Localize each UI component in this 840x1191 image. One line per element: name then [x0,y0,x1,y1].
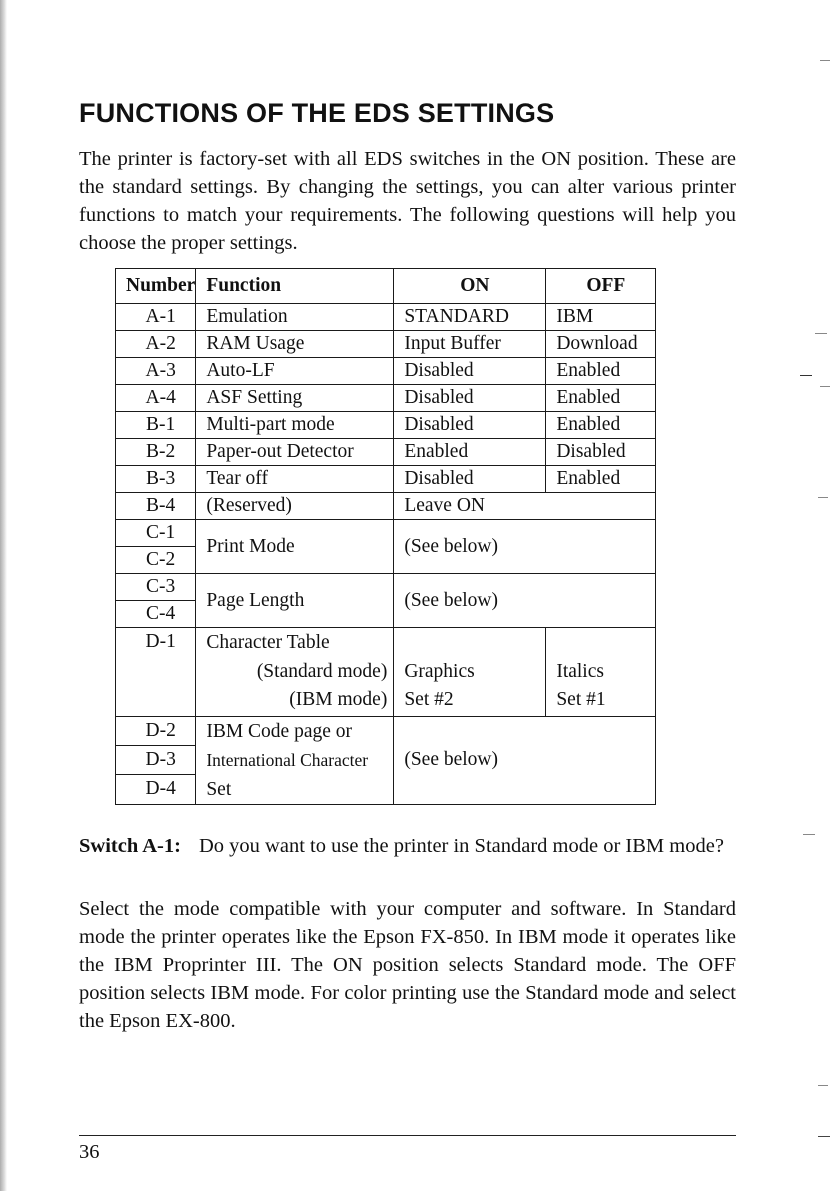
switch-question: Do you want to use the printer in Standard mode or IBM mode? [199,835,724,857]
character-table-cell [196,628,394,717]
switch-off-value: Enabled [546,466,656,493]
table-row-code-page [116,716,656,745]
switch-off-value: Enabled [546,358,656,385]
switch-function: Auto-LF [196,358,394,385]
scan-mark [818,1085,828,1086]
switch-off-value: Disabled [546,439,656,466]
switch-function-line: Set [206,778,232,800]
switch-function: Paper-out Detector [196,439,394,466]
switch-number: D-3 [116,745,196,774]
switch-on-value: Disabled [394,358,546,385]
header-off: OFF [546,269,656,304]
switch-function-line: International Character [206,749,369,770]
switch-number: D-1 [116,628,196,717]
switch-off-value: Enabled [546,412,656,439]
switch-number: B-2 [116,439,196,466]
scan-mark [820,60,830,61]
switch-number: A-4 [116,385,196,412]
scan-mark [800,375,812,376]
switch-off-value: Enabled [546,385,656,412]
table-row [116,304,656,331]
table-header-row [116,269,656,304]
header-function: Function [196,269,394,304]
switch-on-value: STANDARD [394,304,546,331]
eds-settings-table [115,268,656,805]
switch-on-value: Disabled [394,385,546,412]
ibm-off-value: Set #1 [556,689,606,710]
standard-mode-label: (Standard mode) [256,660,388,682]
switch-a1-description: Select the mode compatible with your computer and software. In Standard mode the printer operates like the Epson FX-850. In IBM mode it operates like the IBM Proprinter III. The ON position selects Standard mode. The OFF position selects IBM mode. For color printing use the Standard mode and select the Epson EX-800. [79,898,736,1032]
table-row-page-length [116,574,656,601]
footer-rule [79,1135,736,1136]
intro-paragraph: The printer is factory-set with all EDS switches in the ON position. These are the standard settings. By changing the settings, you can alter various printer functions to match your requirements. The following questions will help you choose the proper settings. [79,148,736,254]
character-table-off-cell [546,628,656,717]
switch-number: C-1 [116,520,196,547]
table-row-character-table [116,628,656,717]
switch-number: C-3 [116,574,196,601]
table-row [116,439,656,466]
switch-function: Tear off [196,466,394,493]
scan-edge [0,0,7,1191]
header-on: ON [394,269,546,304]
switch-function: Page Length [196,574,394,628]
switch-function: Emulation [196,304,394,331]
scan-mark [803,834,815,835]
switch-on-value: Enabled [394,439,546,466]
switch-number: C-4 [116,601,196,628]
switch-on-value: Input Buffer [394,331,546,358]
standard-off-value: Italics [556,660,604,682]
table-row [116,466,656,493]
switch-number: B-4 [116,493,196,520]
switch-on-value: Disabled [394,466,546,493]
ibm-mode-label: (IBM mode) [289,689,388,710]
switch-function: (Reserved) [196,493,394,520]
switch-number: B-1 [116,412,196,439]
switch-label: Switch A-1: [79,835,181,857]
switch-number: A-1 [116,304,196,331]
scan-mark [818,497,828,498]
table-row [116,331,656,358]
scan-mark [820,386,830,387]
switch-function: Multi-part mode [196,412,394,439]
scan-mark [815,333,827,334]
header-number: Number [116,269,196,304]
switch-number: D-2 [116,716,196,745]
table-row-reserved [116,493,656,520]
switch-value: (See below) [394,574,656,628]
switch-number: D-4 [116,775,196,804]
switch-a1-question [79,833,736,860]
table-row [116,385,656,412]
character-table-on-cell [394,628,546,717]
switch-number: B-3 [116,466,196,493]
standard-on-value: Graphics [404,660,475,682]
page-number: 36 [79,1141,100,1163]
switch-function: Print Mode [196,520,394,574]
switch-on-value: Leave ON [394,493,656,520]
table-row [116,358,656,385]
switch-function-line: IBM Code page or [206,720,353,742]
switch-function: ASF Setting [196,385,394,412]
table-row-print-mode [116,520,656,547]
code-page-function-cell [196,716,394,804]
switch-off-value: Download [546,331,656,358]
table-row [116,412,656,439]
scan-mark [818,1136,830,1137]
switch-value: (See below) [394,520,656,574]
ibm-on-value: Set #2 [404,689,454,710]
page-heading: FUNCTIONS OF THE EDS SETTINGS [79,98,555,128]
switch-function: Character Table [206,632,330,653]
switch-number: A-3 [116,358,196,385]
switch-on-value: Disabled [394,412,546,439]
switch-function: RAM Usage [196,331,394,358]
switch-value: (See below) [394,716,656,804]
switch-off-value: IBM [546,304,656,331]
switch-number: A-2 [116,331,196,358]
switch-number: C-2 [116,547,196,574]
